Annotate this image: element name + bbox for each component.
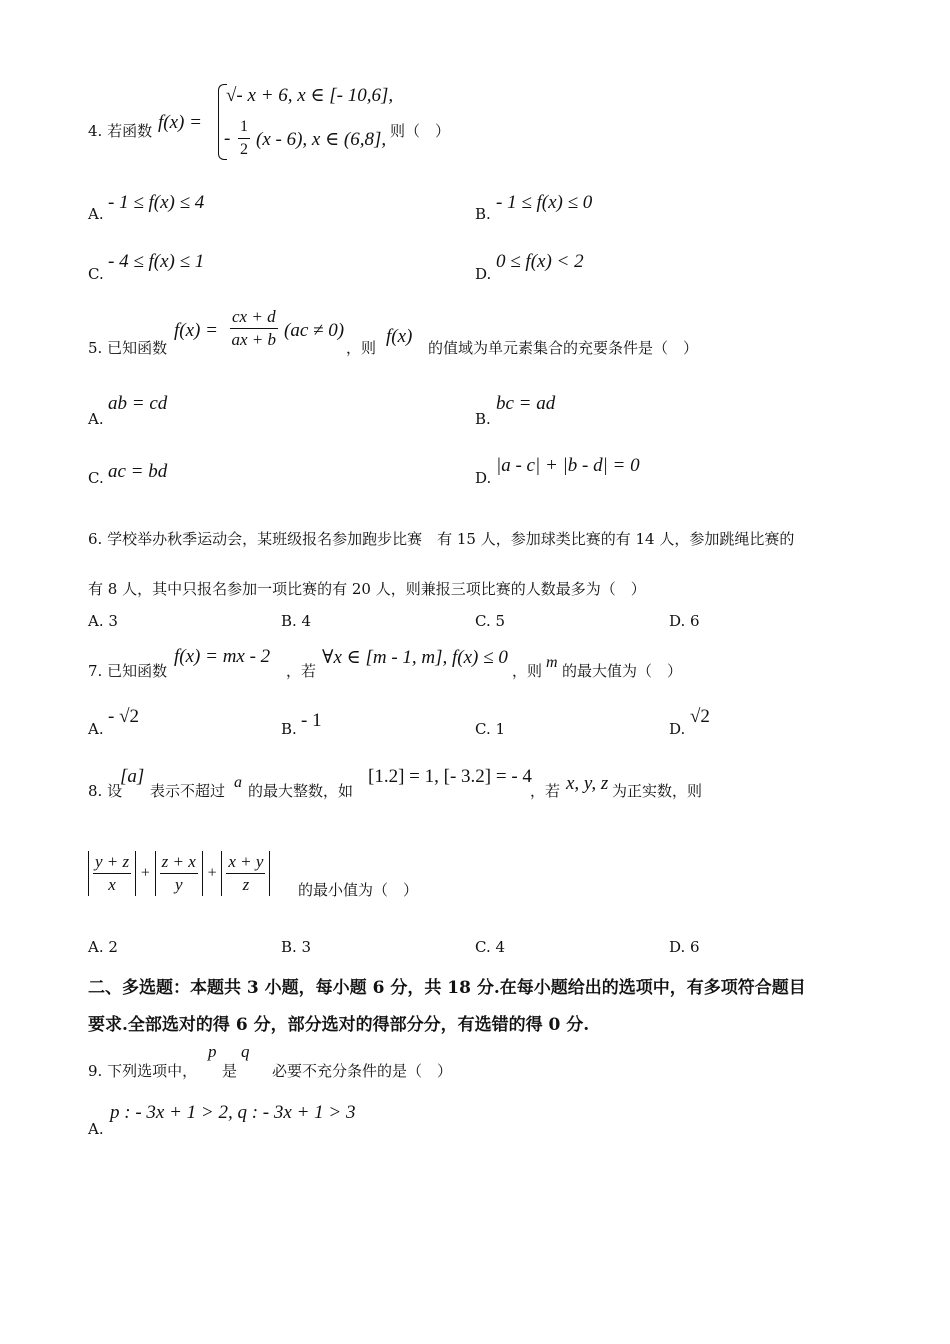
q4-stem-prefix: 4. 若函数 xyxy=(88,122,153,140)
section-2-line2: 要求.全部选对的得 6 分，部分选对的得部分分，有选错的得 0 分. xyxy=(88,1015,590,1035)
q7-option-b-label[interactable]: B. xyxy=(281,720,297,738)
q8-option-c[interactable]: C. 4 xyxy=(475,938,506,956)
q5-condition: (ac ≠ 0) xyxy=(284,320,345,341)
q8-bracket-a: [a] xyxy=(120,766,145,787)
q9-is: 是 xyxy=(222,1062,238,1080)
q8-floor-1: $\frac{y + z}{x}$ xyxy=(88,851,136,896)
q9-option-a-label[interactable]: A. xyxy=(88,1120,104,1138)
q8-option-b[interactable]: B. 3 xyxy=(281,938,312,956)
q4-stem-suffix: 则（ ） xyxy=(390,122,451,140)
q8-vars: x, y, z xyxy=(566,773,609,794)
q8-option-d[interactable]: D. 6 xyxy=(669,938,700,956)
q5-option-d-label[interactable]: D. xyxy=(475,469,492,487)
q8-plus-1: + xyxy=(140,864,150,882)
q8-mid3: ，若 xyxy=(530,782,561,800)
q4-case2-sign: - xyxy=(224,128,231,149)
q4-option-c-label[interactable]: C. xyxy=(88,265,104,283)
q8-expr-suffix: 的最小值为（ ） xyxy=(298,881,419,899)
q5-mid: ，则 xyxy=(346,339,377,357)
q6-option-c[interactable]: C. 5 xyxy=(475,612,506,630)
q8-floor-2: $\frac{z + x}{y}$ xyxy=(155,851,203,896)
q8-expression xyxy=(88,851,270,896)
q6-line2: 有 8 人，其中只报名参加一项比赛的有 20 人，则兼报三项比赛的人数最多为（ ） xyxy=(88,580,646,598)
q7-fx: f(x) = mx - 2 xyxy=(174,646,271,667)
q8-floor-3: $\frac{x + y}{z}$ xyxy=(221,851,270,896)
q5-stem-prefix: 5. 已知函数 xyxy=(88,339,168,357)
q8-option-a[interactable]: A. 2 xyxy=(88,938,118,956)
q4-option-c-expr: - 4 ≤ f(x) ≤ 1 xyxy=(108,251,205,272)
q8-var-a: a xyxy=(234,774,242,791)
q8-plus-2: + xyxy=(207,864,217,882)
q7-option-a-expr: - √2 xyxy=(108,706,140,727)
q7-condition: ∀x ∈ [m - 1, m], f(x) ≤ 0 xyxy=(322,647,508,668)
q8-stem-suffix: 为正实数，则 xyxy=(612,782,703,800)
q9-stem-suffix: 必要不充分条件的是（ ） xyxy=(272,1062,453,1080)
q6-option-a[interactable]: A. 3 xyxy=(88,612,118,630)
q5-option-a-label[interactable]: A. xyxy=(88,410,104,428)
q4-option-d-expr: 0 ≤ f(x) < 2 xyxy=(496,251,584,272)
q5-option-d-expr: |a - c| + |b - d| = 0 xyxy=(496,455,640,476)
q7-var-m: m xyxy=(546,654,558,671)
q4-option-b-label[interactable]: B. xyxy=(475,205,491,223)
q8-stem-prefix: 8. 设 xyxy=(88,782,123,800)
q9-stem-prefix: 9. 下列选项中， xyxy=(88,1062,198,1080)
q4-option-a-label[interactable]: A. xyxy=(88,205,104,223)
q7-option-c[interactable]: C. 1 xyxy=(475,720,506,738)
q5-option-a-expr: ab = cd xyxy=(108,393,168,414)
q7-stem-suffix: 的最大值为（ ） xyxy=(562,662,683,680)
q7-mid2: ，则 xyxy=(512,662,543,680)
q4-fx: f(x) = xyxy=(158,112,202,133)
q7-mid1: ，若 xyxy=(286,662,317,680)
q7-option-d-expr: √2 xyxy=(690,706,710,727)
q7-option-d-label[interactable]: D. xyxy=(669,720,686,738)
q7-option-a-label[interactable]: A. xyxy=(88,720,104,738)
q5-fx2: f(x) xyxy=(386,326,413,347)
q4-option-b-expr: - 1 ≤ f(x) ≤ 0 xyxy=(496,192,593,213)
q6-line1: 6. 学校举办秋季运动会，某班级报名参加跑步比赛 有 15 人，参加球类比赛的有 14 人，参加跳绳比赛的 xyxy=(88,530,795,548)
q8-mid2: 的最大整数，如 xyxy=(248,782,354,800)
q9-var-p: p xyxy=(208,1042,217,1061)
q4-case2-frac: $\frac{1}{2}$ xyxy=(240,118,248,158)
q4-case2-expr: (x - 6), x ∈ (6,8], xyxy=(256,129,387,150)
q4-case1: √- x + 6, x ∈ [- 10,6], xyxy=(226,85,394,106)
q5-stem-suffix: 的值域为单元素集合的充要条件是（ ） xyxy=(428,339,699,357)
q5-option-c-expr: ac = bd xyxy=(108,461,168,482)
q5-option-b-expr: bc = ad xyxy=(496,393,556,414)
q9-option-a-expr: p : - 3x + 1 > 2, q : - 3x + 1 > 3 xyxy=(110,1102,356,1123)
q4-option-a-expr: - 1 ≤ f(x) ≤ 4 xyxy=(108,192,205,213)
q5-fx: f(x) = xyxy=(174,320,218,341)
q6-option-b[interactable]: B. 4 xyxy=(281,612,312,630)
q7-stem-prefix: 7. 已知函数 xyxy=(88,662,168,680)
q8-example: [1.2] = 1, [- 3.2] = - 4 xyxy=(368,766,532,787)
q8-mid1: 表示不超过 xyxy=(150,782,226,800)
q4-option-d-label[interactable]: D. xyxy=(475,265,492,283)
q5-option-c-label[interactable]: C. xyxy=(88,469,104,487)
q5-fraction: $\frac{cx + d}{ax + b}$ xyxy=(231,307,277,349)
q7-option-b-expr: - 1 xyxy=(301,710,322,731)
section-2-line1: 二、多选题：本题共 3 小题，每小题 6 分，共 18 分.在每小题给出的选项中，有多项符合题目 xyxy=(88,978,806,998)
q9-var-q: q xyxy=(241,1042,250,1061)
q6-option-d[interactable]: D. 6 xyxy=(669,612,700,630)
q5-option-b-label[interactable]: B. xyxy=(475,410,491,428)
